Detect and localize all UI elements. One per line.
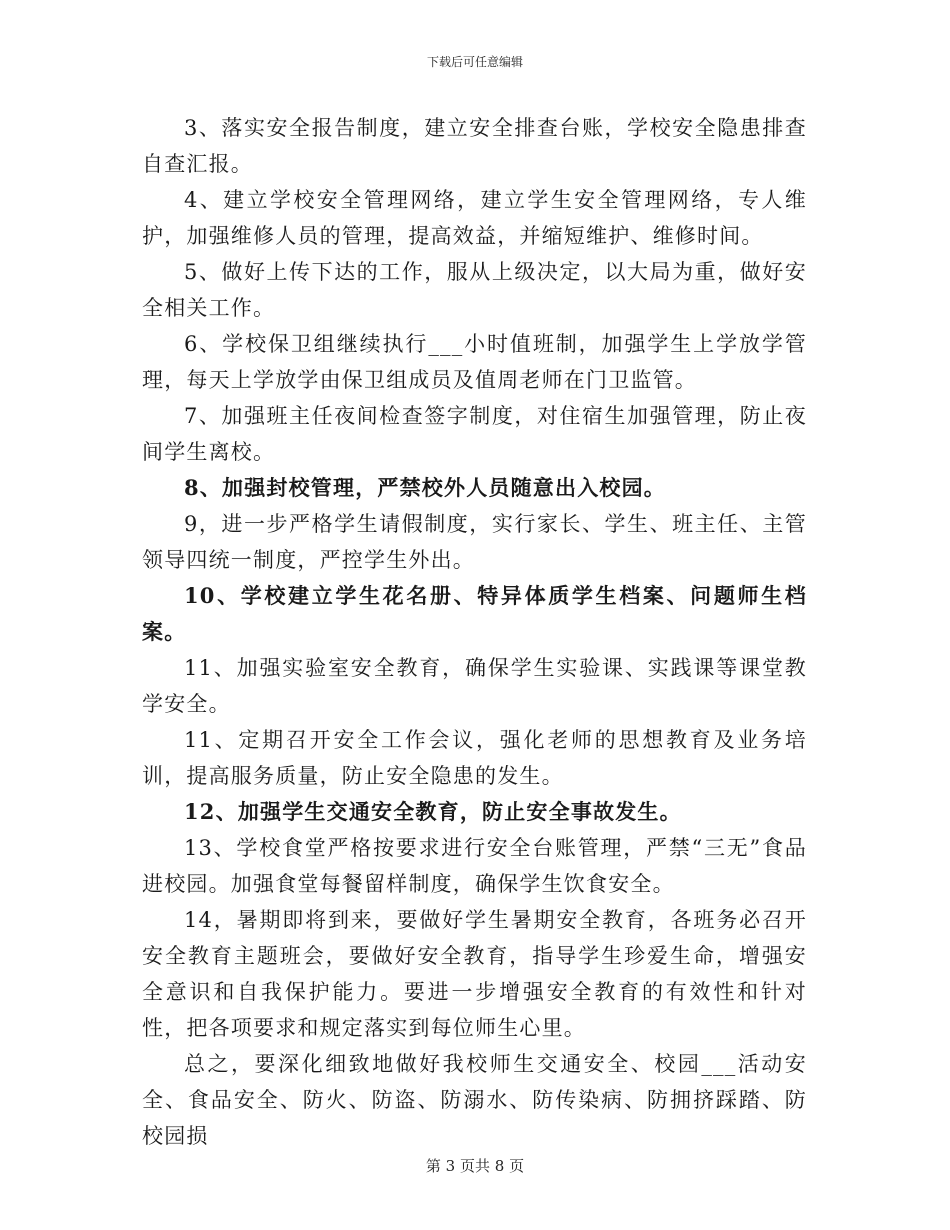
- paragraph-item-8: 8、加强封校管理，严禁校外人员随意出入校园。: [184, 475, 667, 500]
- paragraph-summary: 总之，要深化细致地做好我校师生交通安全、校园___活动安全、食品安全、防火、防盗、防溺水、防传染病、防拥挤踩踏、防校园损: [142, 1052, 807, 1148]
- page-header: 下载后可任意编辑: [426, 55, 523, 69]
- page-footer: 第 3 页共 8 页: [425, 1157, 525, 1175]
- paragraph-item-5: 5、做好上传下达的工作，服从上级决定，以大局为重，做好安全相关工作。: [142, 260, 807, 320]
- paragraph-item-3: 3、落实安全报告制度，建立安全排查台账，学校安全隐患排查自查汇报。: [142, 116, 807, 176]
- paragraph-item-13: 13、学校食堂严格按要求进行安全台账管理，严禁“三无”食品进校园。加强食堂每餐留样制度，确保学生饮食安全。: [142, 836, 807, 896]
- paragraph-item-14: 14，暑期即将到来，要做好学生暑期安全教育，各班务必召开安全教育主题班会，要做好安全教育，指导学生珍爱生命，增强安全意识和自我保护能力。要进一步增强安全教育的有效性和针对性，把各项要求和规定落实到每位师生心里。: [142, 908, 807, 1040]
- paragraph-item-11b: 11、定期召开安全工作会议，强化老师的思想教育及业务培训，提高服务质量，防止安全隐患的发生。: [142, 728, 807, 788]
- document-body: [142, 110, 807, 1154]
- paragraph-item-12: 12、加强学生交通安全教育，防止安全事故发生。: [184, 799, 682, 824]
- paragraph-item-11a: 11、加强实验室安全教育，确保学生实验课、实践课等课堂教学安全。: [142, 656, 807, 716]
- paragraph-item-9: 9，进一步严格学生请假制度，实行家长、学生、班主任、主管领导四统一制度，严控学生外出。: [142, 512, 807, 572]
- paragraph-item-7: 7、加强班主任夜间检查签字制度，对住宿生加强管理，防止夜间学生离校。: [142, 404, 807, 464]
- paragraph-item-4: 4、建立学校安全管理网络，建立学生安全管理网络，专人维护，加强维修人员的管理，提高效益，并缩短维护、维修时间。: [142, 188, 807, 248]
- paragraph-item-10: 10、学校建立学生花名册、特异体质学生档案、问题师生档案。: [142, 583, 807, 644]
- paragraph-item-6: 6、学校保卫组继续执行___小时值班制，加强学生上学放学管理，每天上学放学由保卫组成员及值周老师在门卫监管。: [142, 332, 807, 392]
